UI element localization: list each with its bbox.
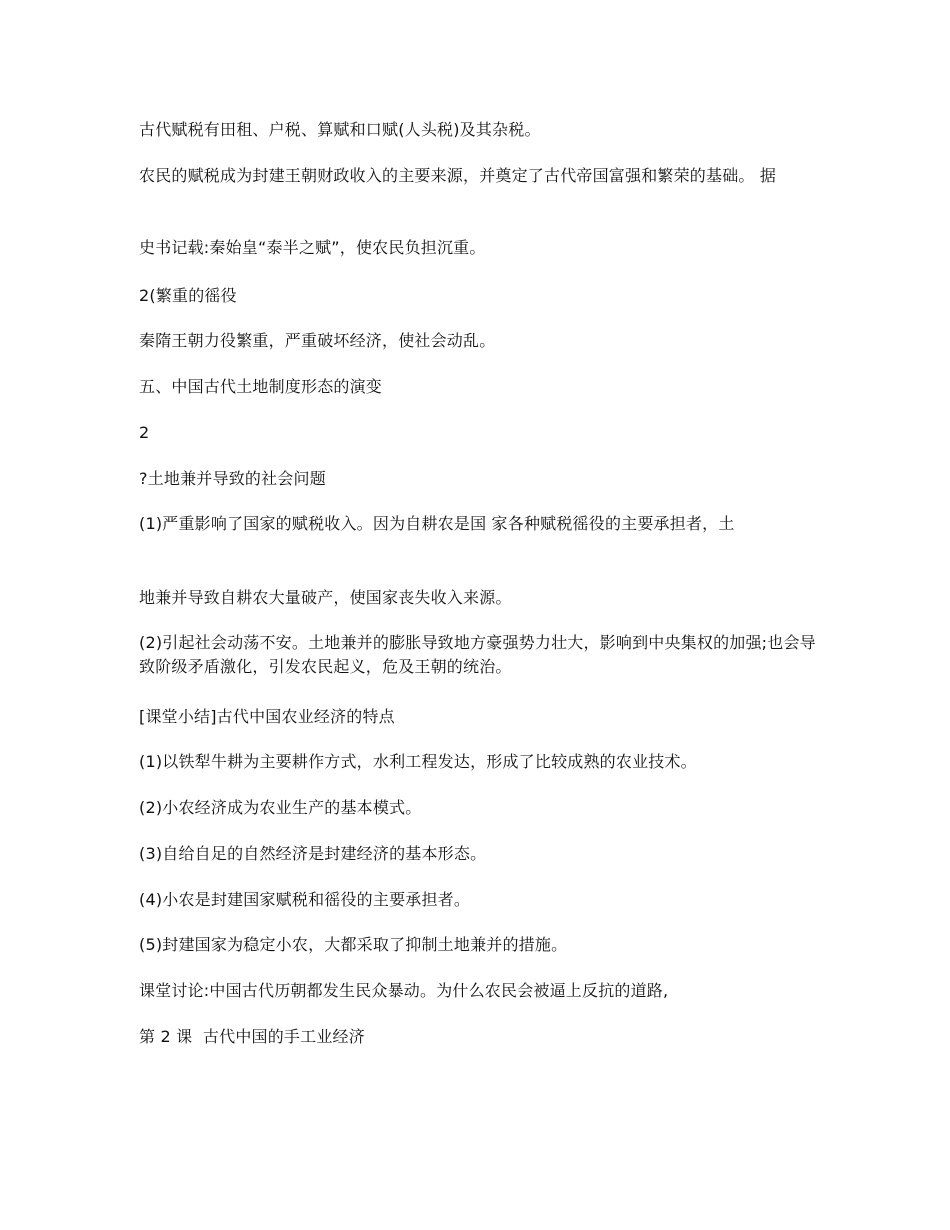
section-heading-land-system: 五、中国古代土地制度形态的演变 xyxy=(139,377,383,396)
paragraph-qin-sui-corvee: 秦隋王朝力役繁重，严重破坏经济，使社会动乱。 xyxy=(139,331,496,350)
paragraph-summary-heading: [课堂小结]古代中国农业经济的特点 xyxy=(139,707,395,726)
paragraph-qin-tax: 史书记载:秦始皇“泰半之赋”，使农民负担沉重。 xyxy=(139,238,486,257)
summary-item-1: (1)以铁犁牛耕为主要耕作方式，水利工程发达，形成了比较成熟的农业技术。 xyxy=(139,752,697,771)
paragraph-land-annexation-heading: ?土地兼并导致的社会问题 xyxy=(139,469,326,488)
summary-item-5: (5)封建国家为稳定小农，大都采取了抑制土地兼并的措施。 xyxy=(139,935,568,954)
paragraph-corvee-heading: 2(繁重的徭役 xyxy=(139,286,237,305)
paragraph-point-1-cont: 地兼并导致自耕农大量破产，使国家丧失收入来源。 xyxy=(139,588,512,607)
paragraph-number: 2 xyxy=(139,423,150,442)
summary-item-3: (3)自给自足的自然经济是封建经济的基本形态。 xyxy=(139,844,487,863)
summary-item-4: (4)小农是封建国家赋税和徭役的主要承担者。 xyxy=(139,890,471,909)
paragraph-point-1: (1)严重影响了国家的赋税收入。因为自耕农是国 家各种赋税徭役的主要承担者，土 xyxy=(139,514,735,533)
paragraph-discussion: 课堂讨论:中国古代历朝都发生民众暴动。为什么农民会被逼上反抗的道路, xyxy=(139,981,669,1000)
paragraph-tax-types: 古代赋税有田租、户税、算赋和口赋(人头税)及其杂税。 xyxy=(139,120,541,139)
paragraph-tax-revenue: 农民的赋税成为封建王朝财政收入的主要来源，并奠定了古代帝国富强和繁荣的基础。 据 xyxy=(139,166,777,185)
lesson-heading: 第 2 课 古代中国的手工业经济 xyxy=(139,1027,365,1046)
summary-item-2: (2)小农经济成为农业生产的基本模式。 xyxy=(139,798,422,817)
paragraph-point-2: (2)引起社会动荡不安。土地兼并的膨胀导致地方豪强势力壮大，影响到中央集权的加强;也会导致阶级矛盾激化，引发农民起义，危及王朝的统治。 xyxy=(139,633,816,676)
